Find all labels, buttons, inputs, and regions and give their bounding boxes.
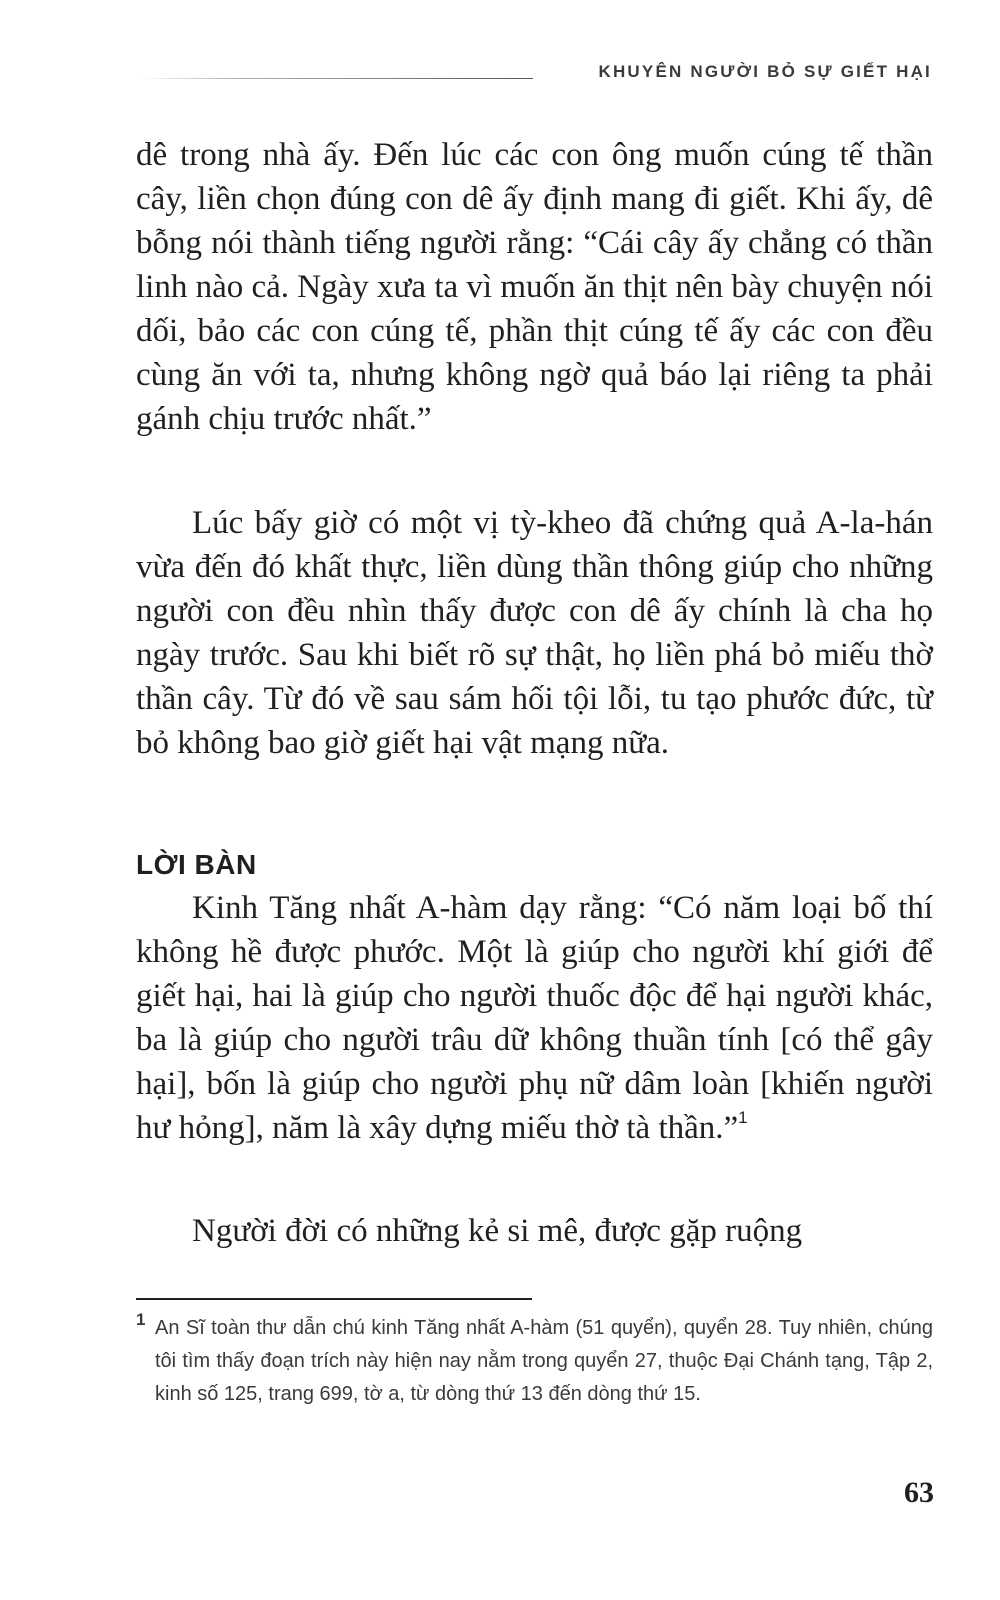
running-title: KHUYÊN NGƯỜI BỎ SỰ GIẾT HẠI <box>598 62 932 81</box>
section-paragraph-1 <box>136 886 933 1150</box>
footnote-number: 1 <box>136 1310 146 1329</box>
body-paragraph-1: dê trong nhà ấy. Đến lúc các con ông muốn cúng tế thần cây, liền chọn đúng con dê ấy định mang đi giết. Khi ấy, dê bỗng nói thành tiếng người rằng: “Cái cây ấy chẳng có thần linh nào cả. Ngày xưa ta vì muốn ăn thịt nên bày chuyện nói dối, bảo các con cúng tế, phần thịt cúng tế ấy các con đều cùng ăn với ta, nhưng không ngờ quả báo lại riêng ta phải gánh chịu trước nhất.” <box>136 137 933 437</box>
header-rule <box>138 78 533 79</box>
page-number: 63 <box>904 1476 934 1509</box>
footnote-text: An Sĩ toàn thư dẫn chú kinh Tăng nhất A-hàm (51 quyển), quyển 28. Tuy nhiên, chúng tôi tìm thấy đoạn trích này hiện nay nằm trong quyển 27, thuộc Đại Chánh tạng, Tập 2, kinh số 125, trang 699, tờ a, từ dòng thứ 13 đến dòng thứ 15. <box>155 1317 933 1405</box>
section-heading: LỜI BÀN <box>136 849 257 880</box>
section-paragraph-2: Người đời có những kẻ si mê, được gặp ruộng <box>192 1213 803 1249</box>
footnote <box>136 1312 933 1411</box>
footnote-reference[interactable]: 1 <box>738 1108 748 1127</box>
body-paragraph-2: Lúc bấy giờ có một vị tỳ-kheo đã chứng quả A-la-hán vừa đến đó khất thực, liền dùng thần thông giúp cho những người con đều nhìn thấy được con dê ấy chính là cha họ ngày trước. Sau khi biết rõ sự thật, họ liền phá bỏ miếu thờ thần cây. Từ đó về sau sám hối tội lỗi, tu tạo phước đức, từ bỏ không bao giờ giết hại vật mạng nữa. <box>136 505 933 761</box>
section-paragraph-1-text: Kinh Tăng nhất A-hàm dạy rằng: “Có năm loại bố thí không hề được phước. Một là giúp cho người khí giới để giết hại, hai là giúp cho người thuốc độc để hại người khác, ba là giúp cho người trâu dữ không thuần tính [có thể gây hại], bốn là giúp cho người phụ nữ dâm loàn [khiến người hư hỏng], năm là xây dựng miếu thờ tà thần.” <box>136 890 933 1146</box>
footnote-rule <box>136 1298 532 1300</box>
